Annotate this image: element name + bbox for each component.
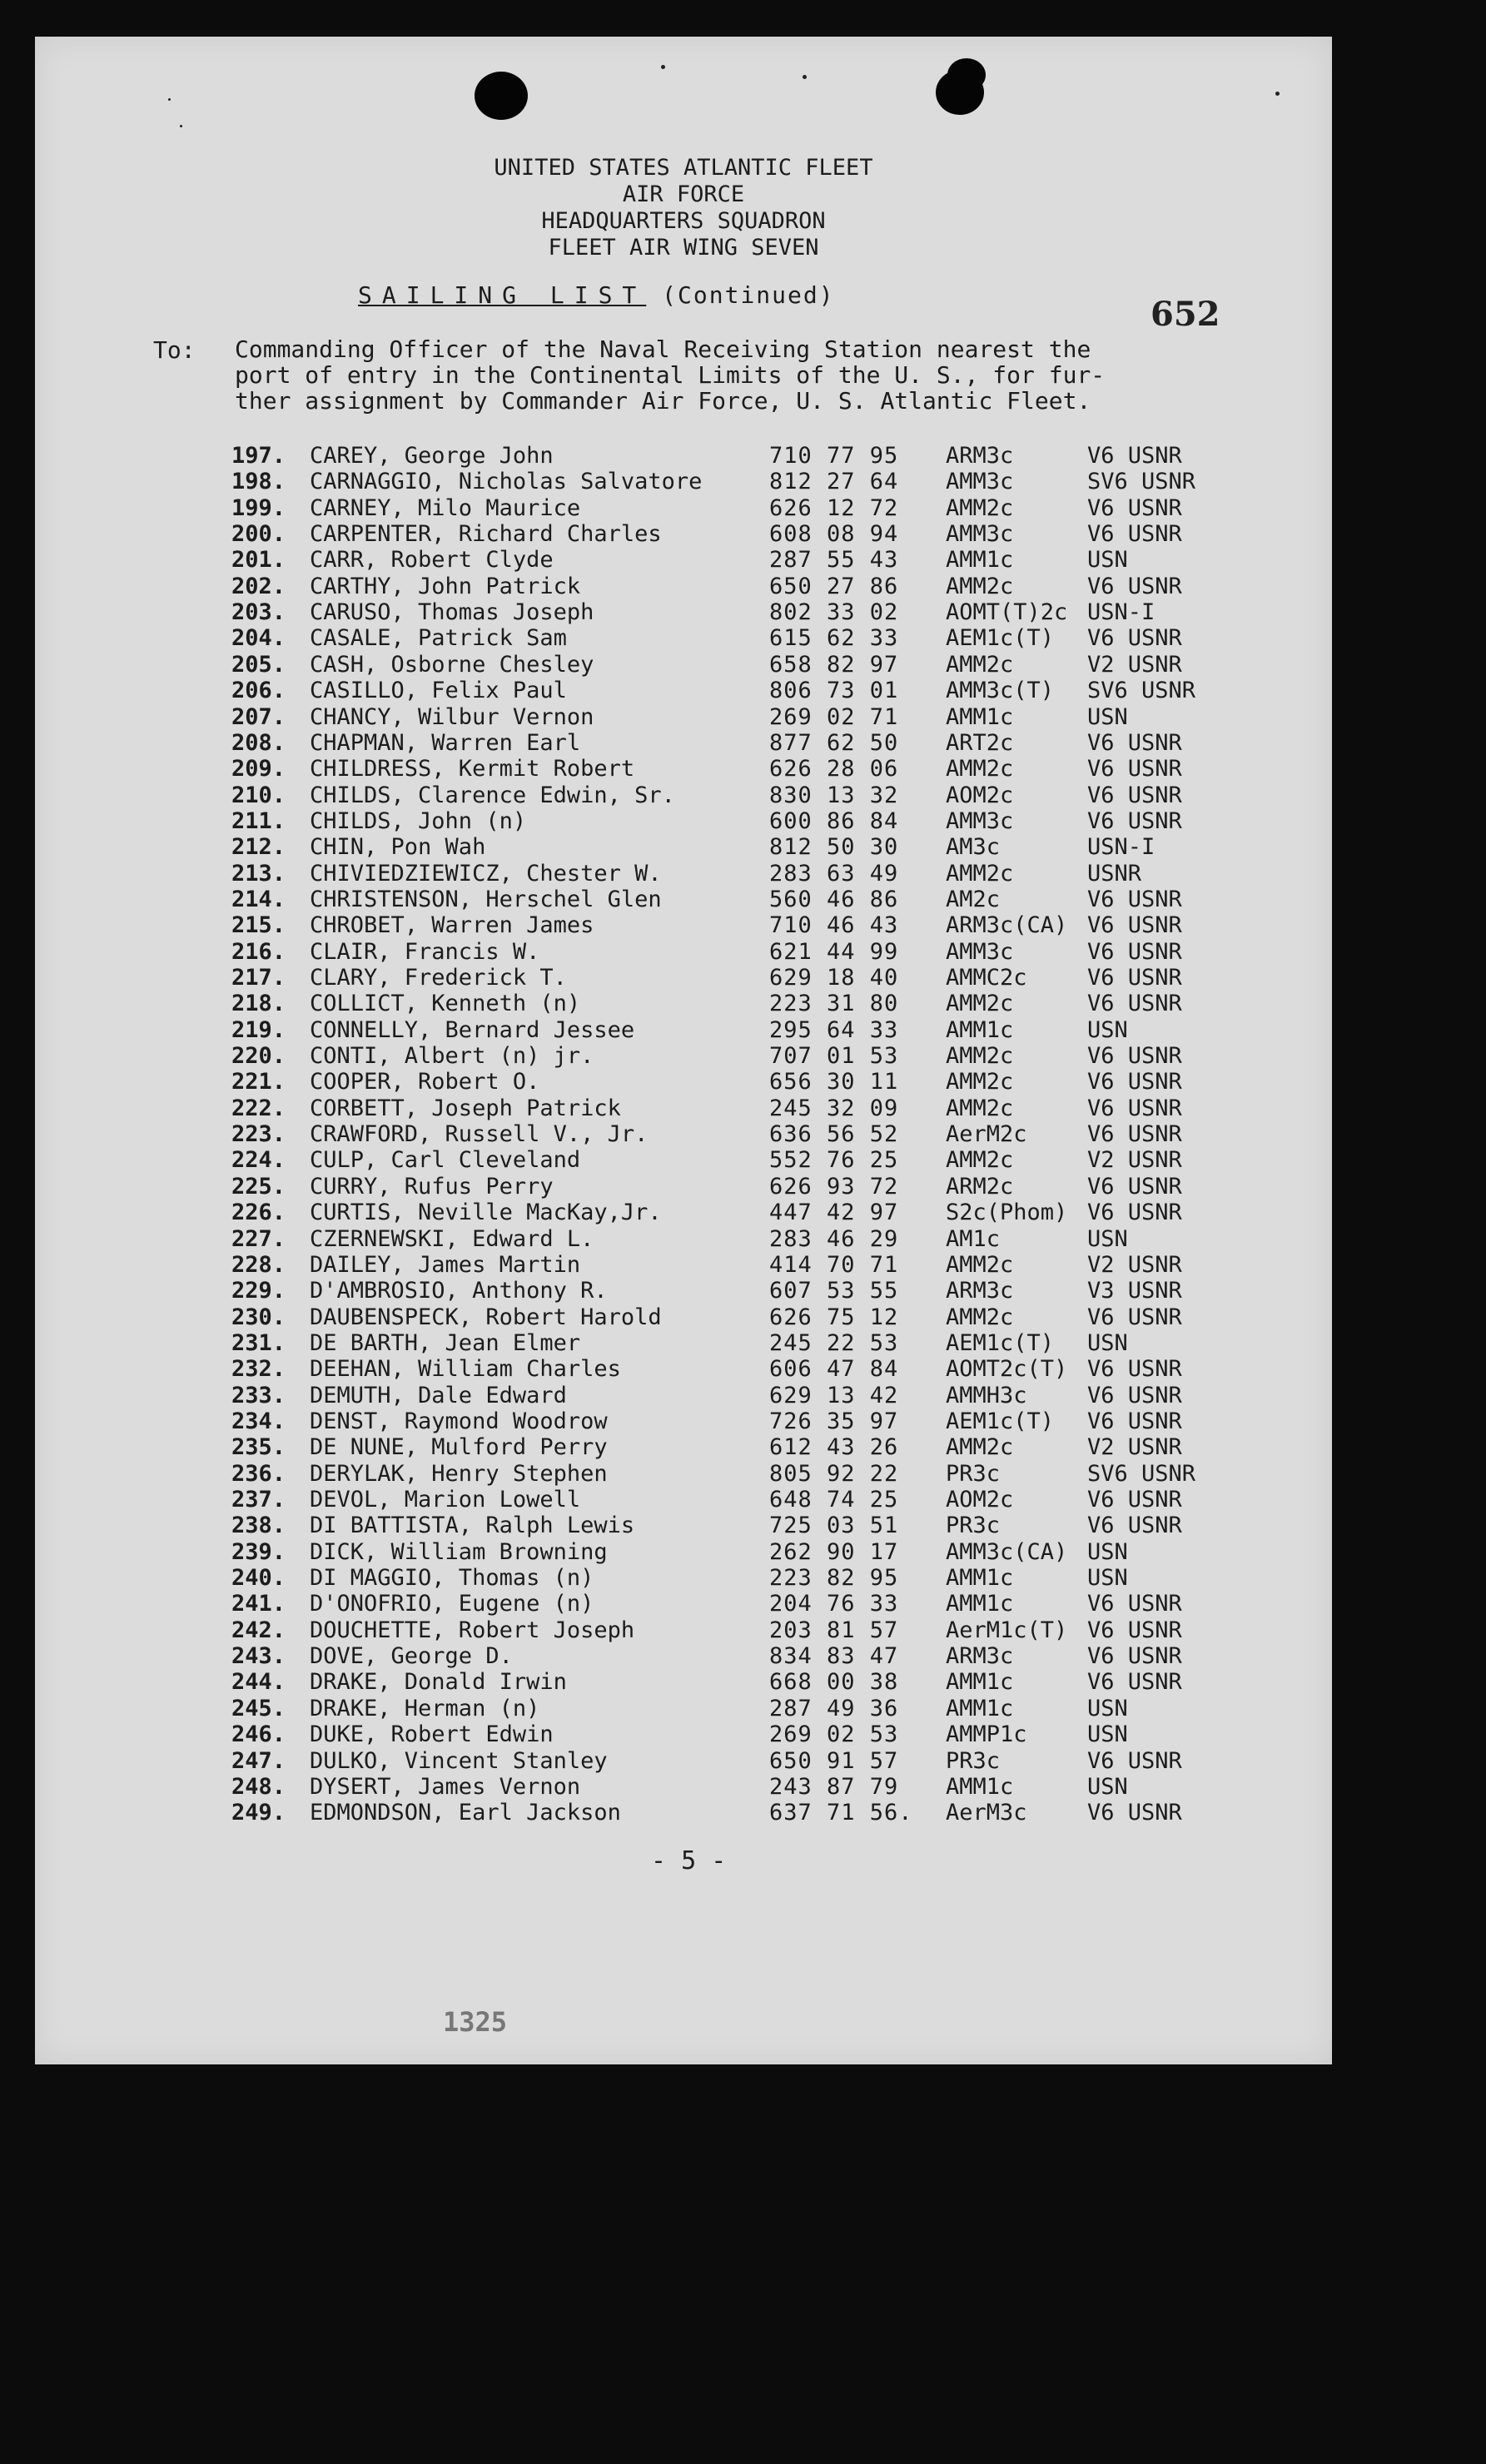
speck xyxy=(661,65,665,69)
service-status: V6 USNR xyxy=(1087,1200,1182,1226)
roster-number: 217. xyxy=(231,965,286,991)
to-label: To: xyxy=(153,336,196,364)
sailor-name: D'ONOFRIO, Eugene (n) xyxy=(310,1591,594,1617)
rating: ARM3c xyxy=(946,1278,1014,1304)
roster-number: 225. xyxy=(231,1173,286,1200)
rating: AerM3c xyxy=(946,1800,1027,1826)
roster-number: 208. xyxy=(231,729,286,756)
roster-number: 245. xyxy=(231,1695,286,1721)
service-status: V6 USNR xyxy=(1087,912,1182,939)
service-number: 707 01 53 xyxy=(769,1043,899,1070)
service-status: V6 USNR xyxy=(1087,443,1182,469)
service-status: USN xyxy=(1087,1329,1128,1356)
sailor-name: DENST, Raymond Woodrow xyxy=(310,1408,608,1434)
rating: AMMH3c xyxy=(946,1382,1027,1408)
rating: AMM2c xyxy=(946,860,1014,887)
service-status: USN xyxy=(1087,1225,1128,1252)
roster-number: 197. xyxy=(231,443,286,469)
to-line: ther assignment by Commander Air Force, U. S. Atlantic Fleet. xyxy=(235,387,1091,415)
roster-number: 229. xyxy=(231,1278,286,1304)
sailor-name: CLARY, Frederick T. xyxy=(310,965,567,991)
service-status: V6 USNR xyxy=(1087,573,1182,599)
sailor-name: CHIN, Pon Wah xyxy=(310,834,486,861)
service-status: V6 USNR xyxy=(1087,1669,1182,1696)
rating: AMM1c xyxy=(946,703,1014,730)
rating: AM2c xyxy=(946,886,1001,912)
service-status: V6 USNR xyxy=(1087,938,1182,965)
service-status: V6 USNR xyxy=(1087,1643,1182,1670)
service-number: 621 44 99 xyxy=(769,938,899,965)
service-number: 447 42 97 xyxy=(769,1200,899,1226)
rating: AMMC2c xyxy=(946,965,1027,991)
rating: AMM2c xyxy=(946,573,1014,599)
service-status: V6 USNR xyxy=(1087,1121,1182,1148)
sailor-name: CARPENTER, Richard Charles xyxy=(310,521,662,548)
rating: AMM2c xyxy=(946,1251,1014,1278)
sailor-name: CARTHY, John Patrick xyxy=(310,573,581,599)
service-status: V6 USNR xyxy=(1087,1382,1182,1408)
rating: AOM2c xyxy=(946,782,1014,808)
sailor-name: CASH, Osborne Chesley xyxy=(310,651,594,678)
service-number: 615 62 33 xyxy=(769,625,899,652)
sailor-name: CHAPMAN, Warren Earl xyxy=(310,729,581,756)
rating: PR3c xyxy=(946,1747,1001,1774)
service-status: V6 USNR xyxy=(1087,965,1182,991)
roster-number: 226. xyxy=(231,1200,286,1226)
service-number: 203 81 57 xyxy=(769,1617,899,1643)
service-number: 658 82 97 xyxy=(769,651,899,678)
sailor-name: CORBETT, Joseph Patrick xyxy=(310,1095,621,1121)
service-number: 626 75 12 xyxy=(769,1304,899,1330)
sailor-name: EDMONDSON, Earl Jackson xyxy=(310,1800,621,1826)
service-status: SV6 USNR xyxy=(1087,469,1196,495)
speck xyxy=(803,75,807,79)
service-number: 650 27 86 xyxy=(769,573,899,599)
service-number: 245 32 09 xyxy=(769,1095,899,1121)
punch-hole xyxy=(947,58,986,92)
service-status: V6 USNR xyxy=(1087,1747,1182,1774)
sailor-name: CULP, Carl Cleveland xyxy=(310,1147,581,1174)
roster-number: 235. xyxy=(231,1434,286,1461)
rating: AMM2c xyxy=(946,1095,1014,1121)
service-number: 812 27 64 xyxy=(769,469,899,495)
roster-number: 242. xyxy=(231,1617,286,1643)
service-number: 552 76 25 xyxy=(769,1147,899,1174)
service-number: 223 82 95 xyxy=(769,1565,899,1592)
service-number: 245 22 53 xyxy=(769,1329,899,1356)
service-status: SV6 USNR xyxy=(1087,678,1196,704)
rating: AMM2c xyxy=(946,1147,1014,1174)
service-number: 269 02 71 xyxy=(769,703,899,730)
sailor-name: DAILEY, James Martin xyxy=(310,1251,581,1278)
roster-number: 216. xyxy=(231,938,286,965)
service-status: USN xyxy=(1087,1695,1128,1721)
service-status: V6 USNR xyxy=(1087,1617,1182,1643)
sailor-name: CASILLO, Felix Paul xyxy=(310,678,567,704)
service-status: V2 USNR xyxy=(1087,1251,1182,1278)
rating: PR3c xyxy=(946,1513,1001,1539)
service-number: 806 73 01 xyxy=(769,678,899,704)
sailor-name: CRAWFORD, Russell V., Jr. xyxy=(310,1121,649,1148)
sailor-name: DI BATTISTA, Ralph Lewis xyxy=(310,1513,635,1539)
rating: AMM2c xyxy=(946,756,1014,782)
roster-number: 234. xyxy=(231,1408,286,1434)
service-number: 600 86 84 xyxy=(769,807,899,834)
sailor-name: CAREY, George John xyxy=(310,443,554,469)
rating: ART2c xyxy=(946,729,1014,756)
service-status: USN xyxy=(1087,1565,1128,1592)
rating: AOM2c xyxy=(946,1487,1014,1513)
rating: AMM2c xyxy=(946,1434,1014,1461)
to-line: port of entry in the Continental Limits of the U. S., for fur- xyxy=(235,361,1106,389)
service-number: 830 13 32 xyxy=(769,782,899,808)
sailor-name: CHANCY, Wilbur Vernon xyxy=(310,703,594,730)
sailor-name: CHIVIEDZIEWICZ, Chester W. xyxy=(310,860,662,887)
service-number: 802 33 02 xyxy=(769,599,899,626)
service-status: V6 USNR xyxy=(1087,782,1182,808)
roster-number: 248. xyxy=(231,1773,286,1800)
rating: AM3c xyxy=(946,834,1001,861)
sailor-name: CARNAGGIO, Nicholas Salvatore xyxy=(310,469,703,495)
roster-number: 207. xyxy=(231,703,286,730)
service-status: V6 USNR xyxy=(1087,625,1182,652)
service-number: 269 02 53 xyxy=(769,1721,899,1748)
sailor-name: DRAKE, Donald Irwin xyxy=(310,1669,567,1696)
service-status: USN xyxy=(1087,1016,1128,1043)
rating: AMM2c xyxy=(946,494,1014,521)
roster-number: 209. xyxy=(231,756,286,782)
service-status: V2 USNR xyxy=(1087,1434,1182,1461)
rating: AMM3c xyxy=(946,521,1014,548)
sailor-name: COLLICT, Kenneth (n) xyxy=(310,991,581,1017)
header-line-4: FLEET AIR WING SEVEN xyxy=(548,235,819,261)
service-number: 283 46 29 xyxy=(769,1225,899,1252)
sailor-name: CHILDRESS, Kermit Robert xyxy=(310,756,635,782)
roster-number: 211. xyxy=(231,807,286,834)
service-number: 656 30 11 xyxy=(769,1069,899,1095)
sailor-name: CZERNEWSKI, Edward L. xyxy=(310,1225,594,1252)
rating: ARM3c xyxy=(946,1643,1014,1670)
service-number: 626 12 72 xyxy=(769,494,899,521)
service-number: 637 71 56. xyxy=(769,1800,913,1826)
roster-number: 230. xyxy=(231,1304,286,1330)
service-status: V6 USNR xyxy=(1087,756,1182,782)
rating: AMM1c xyxy=(946,1591,1014,1617)
roster-number: 237. xyxy=(231,1487,286,1513)
sailor-name: CHILDS, Clarence Edwin, Sr. xyxy=(310,782,675,808)
service-status: V6 USNR xyxy=(1087,991,1182,1017)
service-status: V6 USNR xyxy=(1087,1043,1182,1070)
sailor-name: CONTI, Albert (n) jr. xyxy=(310,1043,594,1070)
to-text xyxy=(235,336,1105,414)
roster-number: 215. xyxy=(231,912,286,939)
rating: AEM1c(T) xyxy=(946,1329,1055,1356)
service-number: 636 56 52 xyxy=(769,1121,899,1148)
roster-number: 206. xyxy=(231,678,286,704)
service-status: USN-I xyxy=(1087,834,1156,861)
service-status: V6 USNR xyxy=(1087,1408,1182,1434)
roster-number: 223. xyxy=(231,1121,286,1148)
rating: AMM2c xyxy=(946,1304,1014,1330)
service-status: USN xyxy=(1087,547,1128,574)
service-status: V2 USNR xyxy=(1087,651,1182,678)
service-number: 710 46 43 xyxy=(769,912,899,939)
sailor-name: DE BARTH, Jean Elmer xyxy=(310,1329,581,1356)
rating: AMM2c xyxy=(946,991,1014,1017)
rating: AMM1c xyxy=(946,1773,1014,1800)
service-status: V6 USNR xyxy=(1087,1487,1182,1513)
service-number: 650 91 57 xyxy=(769,1747,899,1774)
roster-number: 227. xyxy=(231,1225,286,1252)
sailor-name: CURTIS, Neville MacKay,Jr. xyxy=(310,1200,662,1226)
roster-number: 240. xyxy=(231,1565,286,1592)
service-number: 626 93 72 xyxy=(769,1173,899,1200)
rating: AOMT2c(T) xyxy=(946,1356,1068,1383)
document-page xyxy=(35,37,1332,2064)
rating: AM1c xyxy=(946,1225,1001,1252)
roster-number: 243. xyxy=(231,1643,286,1670)
service-number: 877 62 50 xyxy=(769,729,899,756)
header-line-1: UNITED STATES ATLANTIC FLEET xyxy=(494,155,873,181)
speck xyxy=(180,125,182,127)
service-number: 287 49 36 xyxy=(769,1695,899,1721)
rating: AMM1c xyxy=(946,1565,1014,1592)
sailor-name: DE NUNE, Mulford Perry xyxy=(310,1434,608,1461)
service-number: 606 47 84 xyxy=(769,1356,899,1383)
document-title xyxy=(358,281,835,309)
roster-number: 231. xyxy=(231,1329,286,1356)
sailor-name: DYSERT, James Vernon xyxy=(310,1773,581,1800)
roster-number: 205. xyxy=(231,651,286,678)
rating: AMM3c xyxy=(946,807,1014,834)
roster-number: 236. xyxy=(231,1460,286,1487)
sailor-name: DEEHAN, William Charles xyxy=(310,1356,621,1383)
roster-number: 232. xyxy=(231,1356,286,1383)
service-status: V6 USNR xyxy=(1087,1591,1182,1617)
archive-stamp: 1325 xyxy=(443,2006,508,2038)
service-number: 626 28 06 xyxy=(769,756,899,782)
rating: AOMT(T)2c xyxy=(946,599,1068,626)
service-status: V6 USNR xyxy=(1087,1356,1182,1383)
service-number: 629 13 42 xyxy=(769,1382,899,1408)
rating: AMM3c xyxy=(946,938,1014,965)
roster-number: 204. xyxy=(231,625,286,652)
service-number: 262 90 17 xyxy=(769,1538,899,1565)
roster-number: 214. xyxy=(231,886,286,912)
service-number: 805 92 22 xyxy=(769,1460,899,1487)
service-status: USNR xyxy=(1087,860,1142,887)
service-number: 287 55 43 xyxy=(769,547,899,574)
rating: AerM2c xyxy=(946,1121,1027,1148)
sailor-name: DERYLAK, Henry Stephen xyxy=(310,1460,608,1487)
sailor-name: DOVE, George D. xyxy=(310,1643,513,1670)
roster-number: 203. xyxy=(231,599,286,626)
service-status: V6 USNR xyxy=(1087,1173,1182,1200)
service-number: 710 77 95 xyxy=(769,443,899,469)
rating: AerM1c(T) xyxy=(946,1617,1068,1643)
roster-number: 221. xyxy=(231,1069,286,1095)
rating: S2c(Phom) xyxy=(946,1200,1068,1226)
service-number: 295 64 33 xyxy=(769,1016,899,1043)
service-number: 648 74 25 xyxy=(769,1487,899,1513)
roster-number: 246. xyxy=(231,1721,286,1748)
roster-number: 219. xyxy=(231,1016,286,1043)
service-number: 612 43 26 xyxy=(769,1434,899,1461)
speck xyxy=(1275,92,1280,96)
roster-number: 202. xyxy=(231,573,286,599)
roster-number: 222. xyxy=(231,1095,286,1121)
sailor-name: DICK, William Browning xyxy=(310,1538,608,1565)
service-status: V6 USNR xyxy=(1087,807,1182,834)
roster-number: 220. xyxy=(231,1043,286,1070)
sailor-name: DAUBENSPECK, Robert Harold xyxy=(310,1304,662,1330)
rating: ARM3c(CA) xyxy=(946,912,1068,939)
roster-number: 200. xyxy=(231,521,286,548)
speck xyxy=(168,98,171,101)
sailor-name: CARUSO, Thomas Joseph xyxy=(310,599,594,626)
roster-number: 213. xyxy=(231,860,286,887)
service-number: 204 76 33 xyxy=(769,1591,899,1617)
service-number: 243 87 79 xyxy=(769,1773,899,1800)
service-number: 834 83 47 xyxy=(769,1643,899,1670)
roster-number: 247. xyxy=(231,1747,286,1774)
service-number: 414 70 71 xyxy=(769,1251,899,1278)
service-status: V6 USNR xyxy=(1087,521,1182,548)
roster-number: 241. xyxy=(231,1591,286,1617)
sailor-name: CASALE, Patrick Sam xyxy=(310,625,567,652)
service-status: V6 USNR xyxy=(1087,1513,1182,1539)
rating: AMM3c xyxy=(946,469,1014,495)
service-number: 725 03 51 xyxy=(769,1513,899,1539)
rating: AMM2c xyxy=(946,1069,1014,1095)
header-line-3: HEADQUARTERS SQUADRON xyxy=(541,208,826,234)
sailor-name: CHROBET, Warren James xyxy=(310,912,594,939)
rating: AMM1c xyxy=(946,547,1014,574)
rating: AMM1c xyxy=(946,1695,1014,1721)
service-status: V6 USNR xyxy=(1087,886,1182,912)
service-status: V6 USNR xyxy=(1087,1304,1182,1330)
rating: AMMP1c xyxy=(946,1721,1027,1748)
header-line-2: AIR FORCE xyxy=(622,181,745,207)
service-status: V6 USNR xyxy=(1087,1800,1182,1826)
sailor-name: DI MAGGIO, Thomas (n) xyxy=(310,1565,594,1592)
service-status: USN xyxy=(1087,1721,1128,1748)
roster-number: 233. xyxy=(231,1382,286,1408)
title-suffix: (Continued) xyxy=(662,281,835,309)
roster-number: 218. xyxy=(231,991,286,1017)
service-number: 668 00 38 xyxy=(769,1669,899,1696)
punch-hole xyxy=(475,72,528,120)
service-status: V3 USNR xyxy=(1087,1278,1182,1304)
service-number: 560 46 86 xyxy=(769,886,899,912)
roster-number: 249. xyxy=(231,1800,286,1826)
rating: ARM3c xyxy=(946,443,1014,469)
sailor-name: CARR, Robert Clyde xyxy=(310,547,554,574)
sailor-name: DEMUTH, Dale Edward xyxy=(310,1382,567,1408)
sailor-name: CHILDS, John (n) xyxy=(310,807,527,834)
rating: PR3c xyxy=(946,1460,1001,1487)
service-number: 283 63 49 xyxy=(769,860,899,887)
service-status: SV6 USNR xyxy=(1087,1460,1196,1487)
rating: AMM2c xyxy=(946,1043,1014,1070)
service-status: V2 USNR xyxy=(1087,1147,1182,1174)
sailor-name: DULKO, Vincent Stanley xyxy=(310,1747,608,1774)
rating: AEM1c(T) xyxy=(946,1408,1055,1434)
service-number: 607 53 55 xyxy=(769,1278,899,1304)
sailor-name: D'AMBROSIO, Anthony R. xyxy=(310,1278,608,1304)
roster-number: 210. xyxy=(231,782,286,808)
rating: AMM1c xyxy=(946,1669,1014,1696)
rating: AMM3c(CA) xyxy=(946,1538,1068,1565)
to-line: Commanding Officer of the Naval Receiving Station nearest the xyxy=(235,335,1091,363)
sailor-name: CARNEY, Milo Maurice xyxy=(310,494,581,521)
service-number: 812 50 30 xyxy=(769,834,899,861)
sailor-name: CONNELLY, Bernard Jessee xyxy=(310,1016,635,1043)
service-status: V6 USNR xyxy=(1087,1095,1182,1121)
sailor-name: DEVOL, Marion Lowell xyxy=(310,1487,581,1513)
service-number: 629 18 40 xyxy=(769,965,899,991)
sailor-name: DUKE, Robert Edwin xyxy=(310,1721,554,1748)
roster-number: 199. xyxy=(231,494,286,521)
service-status: V6 USNR xyxy=(1087,1069,1182,1095)
service-status: V6 USNR xyxy=(1087,494,1182,521)
sailor-name: DRAKE, Herman (n) xyxy=(310,1695,540,1721)
rating: ARM2c xyxy=(946,1173,1014,1200)
roster-number: 198. xyxy=(231,469,286,495)
roster-number: 238. xyxy=(231,1513,286,1539)
sailor-name: CURRY, Rufus Perry xyxy=(310,1173,554,1200)
sailor-name: CHRISTENSON, Herschel Glen xyxy=(310,886,662,912)
roster-number: 228. xyxy=(231,1251,286,1278)
service-status: USN xyxy=(1087,1773,1128,1800)
rating: AEM1c(T) xyxy=(946,625,1055,652)
service-status: V6 USNR xyxy=(1087,729,1182,756)
service-status: USN xyxy=(1087,703,1128,730)
service-number: 608 08 94 xyxy=(769,521,899,548)
service-number: 223 31 80 xyxy=(769,991,899,1017)
sailor-name: COOPER, Robert O. xyxy=(310,1069,540,1095)
roster-number: 224. xyxy=(231,1147,286,1174)
service-status: USN xyxy=(1087,1538,1128,1565)
roster-number: 201. xyxy=(231,547,286,574)
service-number: 726 35 97 xyxy=(769,1408,899,1434)
service-status: USN-I xyxy=(1087,599,1156,626)
title-main: SAILING LIST xyxy=(358,281,647,309)
roster-number: 212. xyxy=(231,834,286,861)
roster-number: 239. xyxy=(231,1538,286,1565)
sailor-name: CLAIR, Francis W. xyxy=(310,938,540,965)
sailor-name: DOUCHETTE, Robert Joseph xyxy=(310,1617,635,1643)
rating: AMM2c xyxy=(946,651,1014,678)
rating: AMM1c xyxy=(946,1016,1014,1043)
roster-number: 244. xyxy=(231,1669,286,1696)
page-number: 652 xyxy=(1151,295,1220,334)
rating: AMM3c(T) xyxy=(946,678,1055,704)
page-footer: - 5 - xyxy=(651,1846,727,1875)
